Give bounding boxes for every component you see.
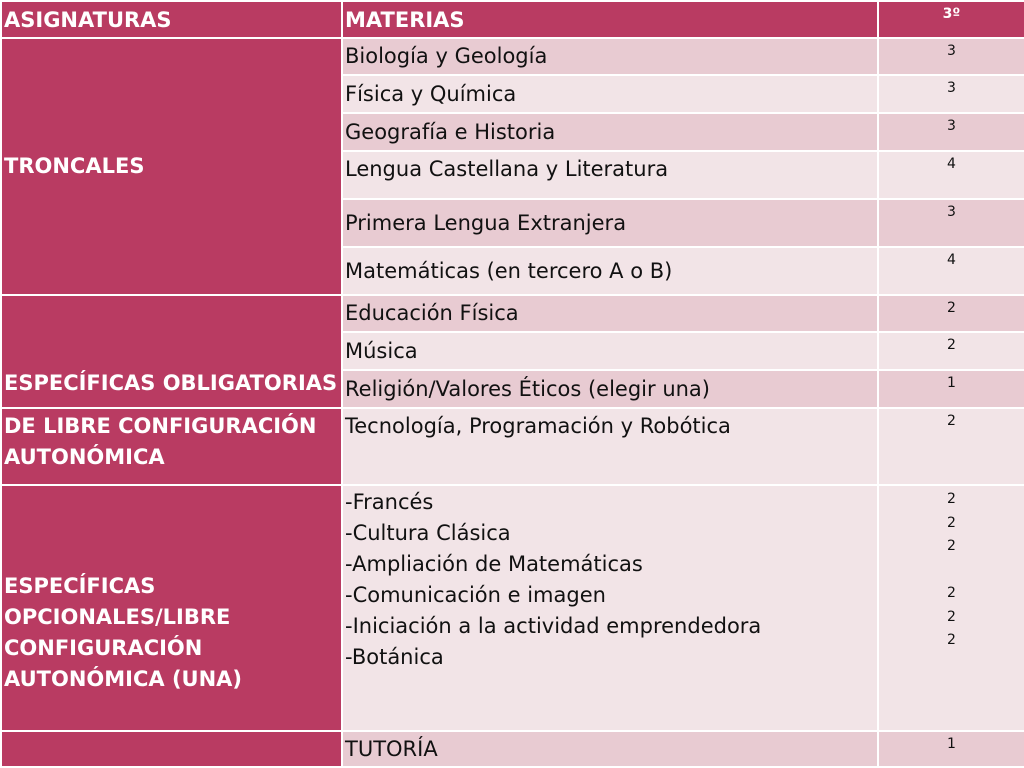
category-label-line: OPCIONALES/LIBRE xyxy=(4,605,231,629)
category-label-line: AUTONÓMICA xyxy=(4,445,165,469)
subject-cell: Educación Física xyxy=(342,295,878,332)
header-asignaturas: ASIGNATURAS xyxy=(1,1,342,38)
optional-subject: -Cultura Clásica xyxy=(345,521,511,545)
table-row xyxy=(1,408,1024,485)
subject-cell: Música xyxy=(342,332,878,370)
table-row xyxy=(1,295,1024,332)
hours-cell: 3 xyxy=(878,199,1024,247)
category-label-line: CONFIGURACIÓN xyxy=(4,636,203,660)
optional-hours: 2 xyxy=(947,538,956,554)
category-label-line: DE LIBRE CONFIGURACIÓN xyxy=(4,414,317,438)
subject-cell: Biología y Geología xyxy=(342,38,878,75)
hours-cell: 1 xyxy=(878,370,1024,408)
optional-hours xyxy=(881,559,1022,583)
optional-subject: -Ampliación de Matemáticas xyxy=(345,552,643,576)
category-label-line: ESPECÍFICAS xyxy=(4,574,156,598)
subject-cell: Lengua Castellana y Literatura xyxy=(342,151,878,199)
hours-cell: 4 xyxy=(878,151,1024,199)
subject-cell: Física y Química xyxy=(342,75,878,113)
hours-cell: 3 xyxy=(878,75,1024,113)
optional-subject: -Comunicación e imagen xyxy=(345,583,606,607)
subject-cell: Tecnología, Programación y Robótica xyxy=(342,408,878,485)
subject-cell: Religión/Valores Éticos (elegir una) xyxy=(342,370,878,408)
table-row xyxy=(1,485,1024,731)
subject-cell: Primera Lengua Extranjera xyxy=(342,199,878,247)
optional-hours: 2 xyxy=(947,585,956,601)
optional-subject: -Francés xyxy=(345,490,434,514)
optional-subject: -Botánica xyxy=(345,645,444,669)
category-troncales: TRONCALES xyxy=(1,38,342,295)
hours-cell: 2 xyxy=(878,295,1024,332)
optional-hours: 2 xyxy=(947,514,956,531)
category-libre-configuracion xyxy=(1,408,342,485)
category-especificas-opcionales xyxy=(1,485,342,731)
category-label-line: AUTONÓMICA (UNA) xyxy=(4,667,243,691)
optional-hours: 2 xyxy=(947,608,956,625)
optional-subject: -Iniciación a la actividad emprendedora xyxy=(345,614,762,638)
header-materias: MATERIAS xyxy=(342,1,878,38)
header-row xyxy=(1,1,1024,38)
hours-cell: 3 xyxy=(878,113,1024,151)
table-row xyxy=(1,731,1024,767)
table-row xyxy=(1,38,1024,75)
hours-cell: 4 xyxy=(878,247,1024,295)
hours-cell: 2 xyxy=(878,332,1024,370)
category-especificas-obligatorias: ESPECÍFICAS OBLIGATORIAS xyxy=(1,295,342,408)
subject-cell: Geografía e Historia xyxy=(342,113,878,151)
optional-subjects-cell xyxy=(342,485,878,731)
optional-hours: 2 xyxy=(947,491,956,507)
subject-cell: Matemáticas (en tercero A o B) xyxy=(342,247,878,295)
optional-hours: 2 xyxy=(947,632,956,648)
hours-cell: 1 xyxy=(878,731,1024,767)
optional-hours-cell xyxy=(878,485,1024,731)
hours-cell: 3 xyxy=(878,38,1024,75)
subject-cell: TUTORÍA xyxy=(342,731,878,767)
header-hours-3: 3º xyxy=(878,1,1024,38)
category-tutoria xyxy=(1,731,342,767)
hours-cell: 2 xyxy=(878,408,1024,485)
